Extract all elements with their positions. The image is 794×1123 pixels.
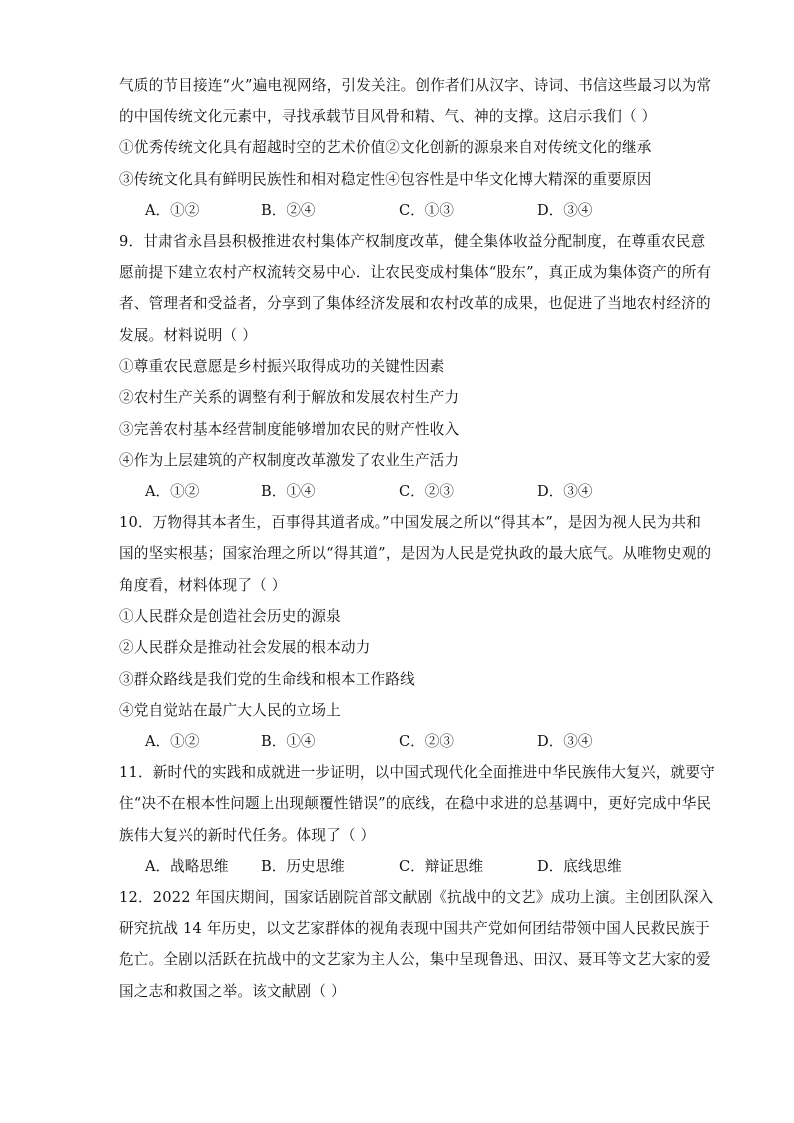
q9-option-b[interactable]: B．①④ — [261, 483, 316, 500]
q9-option-d[interactable]: D．③④ — [537, 483, 593, 500]
q10-line-3: 角度看，材料体现了（ ） — [119, 577, 287, 594]
q10-option-c[interactable]: C．②③ — [399, 733, 454, 750]
q10-option-b[interactable]: B．①④ — [261, 733, 316, 750]
q9-line-1: 9．甘肃省永昌县积极推进农村集体产权制度改革，健全集体收益分配制度，在尊重农民意 — [119, 233, 706, 250]
q11-options — [145, 857, 665, 877]
q8-option-a[interactable]: A．①② — [145, 202, 200, 219]
q10-options — [145, 732, 665, 752]
q10-option-a[interactable]: A．①② — [145, 733, 200, 750]
q10-line-1: 10．万物得其本者生，百事得其道者成。”中国发展之所以“得其本”，是因为视人民为共和 — [119, 514, 702, 531]
q10-statement-2: ②人民群众是推动社会发展的根本动力 — [119, 639, 371, 656]
q9-line-2: 愿前提下建立农村产权流转交易中心．让农民变成村集体“股东”，真正成为集体资产的所有 — [119, 264, 712, 281]
q11-line-3: 族伟大复兴的新时代任务。体现了（ ） — [119, 827, 376, 844]
q8-option-c[interactable]: C．①③ — [399, 202, 454, 219]
q8-options — [145, 201, 665, 221]
q8-line-1: 气质的节目接连“火”遍电视网络，引发关注。创作者们从汉字、诗词、书信这些最习以为常 — [119, 77, 712, 94]
q12-line-3: 危亡。全剧以活跃在抗战中的文艺家为主人公，集中呈现鲁迅、田汉、聂耳等文艺大家的爱 — [119, 951, 711, 968]
q9-statement-3: ③完善农村基本经营制度能够增加农民的财产性收入 — [119, 421, 460, 438]
q12-line-2: 研究抗战 14 年历史，以文艺家群体的视角表现中国共产党如何团结带领中国人民救民族于 — [119, 920, 710, 937]
q9-statement-4: ④作为上层建筑的产权制度改革激发了农业生产活力 — [119, 452, 460, 469]
q10-statement-3: ③群众路线是我们党的生命线和根本工作路线 — [119, 671, 415, 688]
q10-option-d[interactable]: D．③④ — [537, 733, 593, 750]
q8-line-2: 的中国传统文化元素中，寻找承载节目风骨和精、气、神的支撑。这启示我们（ ） — [119, 108, 657, 125]
q8-statement-3-4: ③传统文化具有鲜明民族性和相对稳定性④包容性是中华文化博大精深的重要原因 — [119, 171, 652, 188]
q11-line-1: 11．新时代的实践和成就进一步证明，以中国式现代化全面推进中华民族伟大复兴，就要守 — [119, 764, 715, 781]
q9-options — [145, 482, 665, 502]
q10-line-2: 国的坚实根基；国家治理之所以“得其道”，是因为人民是党执政的最大底气。从唯物史观的 — [119, 545, 712, 562]
q9-line-3: 者、管理者和受益者，分享到了集体经济发展和农村改革的成果，也促进了当地农村经济的 — [119, 295, 711, 312]
q8-option-b[interactable]: B．②④ — [261, 202, 316, 219]
q10-statement-1: ①人民群众是创造社会历史的源泉 — [119, 608, 341, 625]
q8-statement-1-2: ①优秀传统文化具有超越时空的艺术价值②文化创新的源泉来自对传统文化的继承 — [119, 139, 652, 156]
q12-line-1: 12．2022 年国庆期间，国家话剧院首部文献剧《抗战中的文艺》成功上演。主创团队深入 — [119, 889, 714, 906]
q11-option-b[interactable]: B．历史思维 — [261, 858, 345, 875]
q9-statement-1: ①尊重农民意愿是乡村振兴取得成功的关键性因素 — [119, 358, 445, 375]
q11-option-d[interactable]: D．底线思维 — [537, 858, 622, 875]
q8-option-d[interactable]: D．③④ — [537, 202, 593, 219]
q11-line-2: 住“决不在根本性问题上出现颠覆性错误”的底线，在稳中求进的总基调中，更好完成中华民 — [119, 795, 712, 812]
q9-line-4: 发展。材料说明（ ） — [119, 327, 257, 344]
q9-option-a[interactable]: A．①② — [145, 483, 200, 500]
q9-statement-2: ②农村生产关系的调整有利于解放和发展农村生产力 — [119, 389, 460, 406]
q10-statement-4: ④党自觉站在最广大人民的立场上 — [119, 702, 341, 719]
q9-option-c[interactable]: C．②③ — [399, 483, 454, 500]
q12-line-4: 国之志和救国之举。该文献剧（ ） — [119, 983, 346, 1000]
q11-option-a[interactable]: A．战略思维 — [145, 858, 229, 875]
q11-option-c[interactable]: C．辩证思维 — [399, 858, 484, 875]
